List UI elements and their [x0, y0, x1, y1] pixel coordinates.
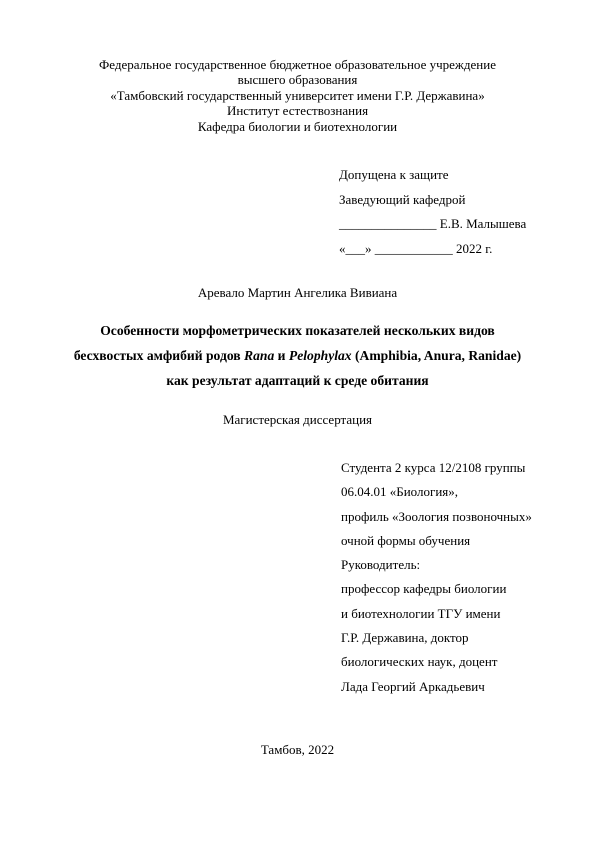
header-line-ministry: Федеральное государственное бюджетное образовательное учреждение [99, 57, 496, 72]
supervisor-line-position-1: профессор кафедры биологии [341, 581, 507, 597]
supervisor-line-degree: биологических наук, доцент [341, 654, 498, 670]
work-type: Магистерская диссертация [222, 412, 373, 427]
student-line-specialty: 06.04.01 «Биология», [341, 484, 459, 500]
student-line-profile: профиль «Зоология позвоночных» [341, 508, 532, 524]
supervisor-label: Руководитель: [341, 557, 421, 573]
approval-line-signature: _______________ Е.В. Малышева [339, 216, 527, 231]
approval-line-date: «___» ____________ 2022 г. [339, 240, 493, 256]
approval-line-head: Заведующий кафедрой [339, 191, 466, 207]
title-genus-pelophylax: Pelophylax [288, 348, 352, 363]
student-line-course: Студента 2 курса 12/2108 группы [341, 460, 526, 475]
header-line-university: «Тамбовский государственный университет имени Г.Р. Державина» [110, 87, 485, 103]
title-line-2-text-c: (Amphibia, Anura, Ranidae) [351, 348, 522, 363]
approval-block [339, 163, 526, 261]
thesis-title [0, 318, 595, 393]
author-name: Аревало Мартин Ангелика Вивиана [197, 285, 398, 300]
approval-line-admitted: Допущена к защите [339, 167, 449, 182]
header-line-department: Кафедра биологии и биотехнологии [197, 118, 398, 134]
title-line-2-text-b: и [274, 348, 289, 363]
student-supervisor-block [341, 456, 532, 699]
supervisor-line-position-2: и биотехнологии ТГУ имени [341, 605, 501, 621]
supervisor-name: Лада Георгий Аркадьевич [341, 678, 485, 694]
title-genus-rana: Rana [244, 348, 275, 363]
header-line-education-level: высшего образования [237, 72, 358, 88]
title-line-3: как результат адаптаций к среде обитания [166, 373, 429, 388]
title-line-2-text-a: бесхвостых амфибий родов [73, 348, 245, 363]
title-line-2 [0, 343, 595, 368]
supervisor-line-position-3: Г.Р. Державина, доктор [341, 630, 469, 646]
student-line-study-form: очной формы обучения [341, 532, 471, 548]
title-line-1: Особенности морфометрических показателей нескольких видов [100, 323, 495, 338]
city-year: Тамбов, 2022 [260, 742, 335, 757]
institution-header [0, 57, 595, 134]
header-line-institute: Институт естествознания [226, 103, 369, 119]
